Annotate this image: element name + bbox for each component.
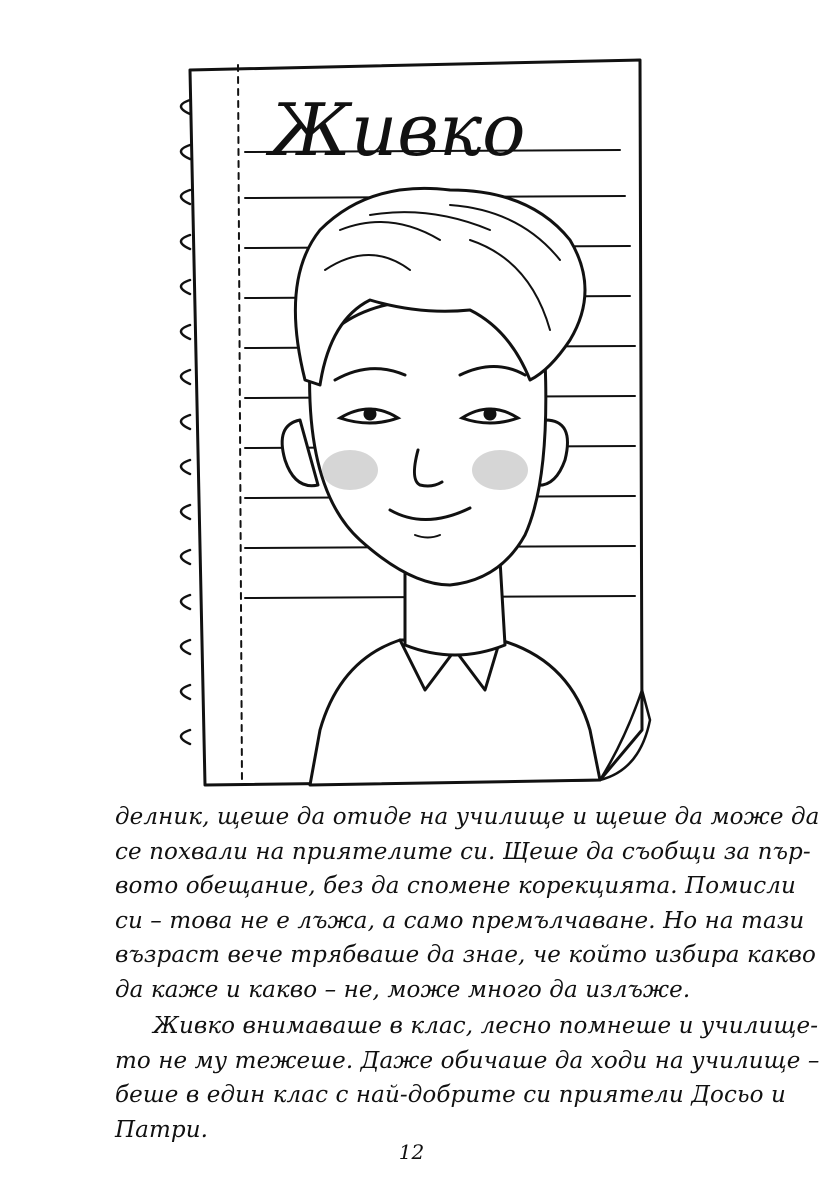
text-line: Патри. [115, 1116, 209, 1143]
paragraph-1 [115, 800, 820, 1007]
shirt [310, 640, 600, 785]
portrait-illustration [170, 40, 670, 800]
body-text [115, 800, 820, 1147]
text-line: си – това не е лъжа, а само премълчаване. Но на тази [115, 907, 805, 934]
right-pupil [485, 409, 495, 419]
text-line: делник, щеше да отиде на училище и щеше да може да [115, 804, 820, 830]
text-line: възраст вече трябваше да знае, че който избира какво [115, 942, 816, 968]
paragraph-2 [115, 1009, 820, 1147]
text-line: беше в един клас с най-добрите си приятели Досьо и [115, 1082, 786, 1108]
text-line: то не му тежеше. Даже обичаше да ходи на училище – [115, 1047, 820, 1074]
spiral-binding [181, 100, 190, 744]
text-line: вото обещание, без да спомене корекцията. Помисли [115, 873, 796, 899]
left-pupil [365, 409, 375, 419]
boy-portrait [282, 188, 600, 785]
text-line: се похвали на приятелите си. Щеше да съобщи за пър- [115, 838, 811, 865]
name-label: Живко [270, 88, 526, 172]
text-line: да каже и какво – не, може много да излъже. [115, 976, 691, 1003]
margin-line [238, 65, 242, 785]
page-number: 12 [398, 1140, 425, 1164]
text-line: Живко внимаваше в клас, лесно помнеше и училище- [153, 1013, 819, 1039]
